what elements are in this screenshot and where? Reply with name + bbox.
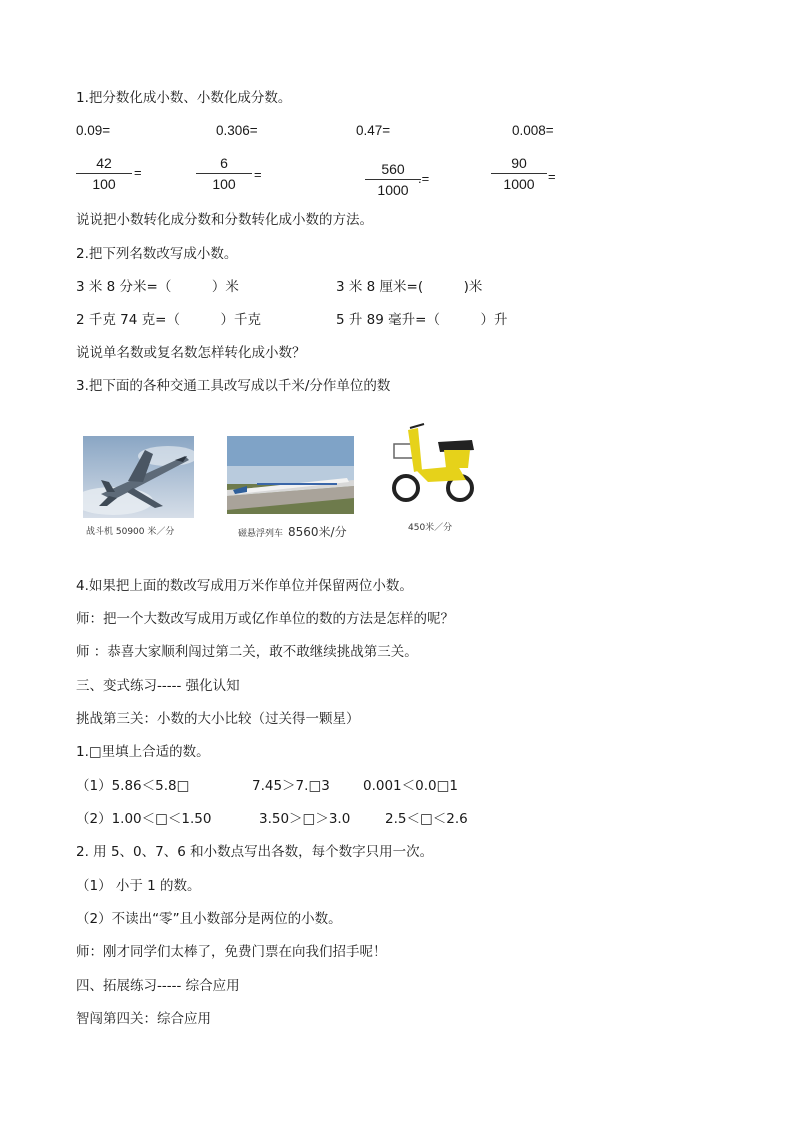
decimal-item: 0.008= [512, 123, 554, 138]
teacher-line: 师：把一个大数改写成用万或亿作单位的数的方法是怎样的呢？ [76, 611, 454, 627]
problem-item: （2）不读出“零”且小数部分是两位的小数。 [76, 911, 342, 927]
equals-sign: = [548, 169, 556, 184]
fraction-bar [76, 173, 132, 174]
conversion-item: 3 米 8 厘米=( )米 [336, 279, 483, 295]
q1-title: 1.把分数化成小数、小数化成分数。 [76, 90, 292, 106]
fraction-bar [491, 173, 547, 174]
electric-scooter-image [388, 420, 480, 504]
teacher-line: 师 ：恭喜大家顺利闯过第二关，敢不敢继续挑战第三关。 [76, 644, 418, 660]
scooter-caption: 450米／分 [408, 523, 453, 533]
comparison-item: （2）1.00＜□＜1.50 [76, 811, 212, 827]
section-title: 四、拓展练习----- 综合应用 [76, 978, 240, 994]
problem-item: （1） 小于 1 的数。 [76, 878, 201, 894]
teacher-line: 师：刚才同学们太棒了，免费门票在向我们招手呢！ [76, 944, 387, 960]
comparison-item: 3.50＞□＞3.0 [259, 811, 351, 827]
fighter-jet-image [83, 436, 194, 518]
conversion-item: 5 升 89 毫升=（ ）升 [336, 312, 508, 328]
q1-discuss: 说说把小数转化成分数和分数转化成小数的方法。 [76, 212, 373, 228]
decimal-item: 0.09= [76, 123, 111, 138]
decimal-item: 0.47= [356, 123, 391, 138]
numerator: 42 [96, 155, 112, 171]
equals-sign: = [254, 167, 262, 182]
conversion-item: 2 千克 74 克=（ ）千克 [76, 312, 261, 328]
maglev-train-image [227, 436, 354, 514]
q4-title: 4.如果把上面的数改写成用万米作单位并保留两位小数。 [76, 578, 413, 594]
equals-sign: = [134, 165, 142, 180]
numerator: 560 [381, 161, 405, 177]
fraction [202, 155, 246, 192]
fraction [82, 155, 126, 192]
q2-discuss: 说说单名数或复名数怎样转化成小数？ [76, 345, 306, 361]
challenge-title: 挑战第三关：小数的大小比较（过关得一颗星） [76, 711, 360, 727]
train-caption: 磁悬浮列车 [238, 529, 284, 539]
denominator: 100 [212, 176, 236, 192]
equals-sign: .= [418, 171, 430, 186]
train-speed: 8560米/分 [288, 525, 347, 539]
fraction [497, 155, 541, 192]
problem-title: 2. 用 5、0、7、6 和小数点写出各数，每个数字只用一次。 [76, 844, 434, 860]
challenge-title: 智闯第四关：综合应用 [76, 1011, 211, 1027]
q3-title: 3.把下面的各种交通工具改写成以千米/分作单位的数 [76, 378, 391, 394]
section-title: 三、变式练习----- 强化认知 [76, 678, 240, 694]
conversion-item: 3 米 8 分米=（ ）米 [76, 279, 239, 295]
comparison-item: 0.001＜0.0□1 [363, 778, 458, 794]
denominator: 1000 [503, 176, 535, 192]
jet-caption: 战斗机 50900 米／分 [86, 527, 175, 537]
fraction-bar [365, 179, 421, 180]
comparison-item: 7.45＞7.□3 [252, 778, 330, 794]
fraction-bar [196, 173, 252, 174]
numerator: 90 [511, 155, 527, 171]
decimal-item: 0.306= [216, 123, 258, 138]
denominator: 1000 [377, 182, 409, 198]
problem-title: 1.□里填上合适的数。 [76, 744, 210, 760]
numerator: 6 [220, 155, 228, 171]
comparison-item: 2.5＜□＜2.6 [385, 811, 468, 827]
fraction [371, 161, 415, 198]
comparison-item: （1）5.86＜5.8□ [76, 778, 190, 794]
denominator: 100 [92, 176, 116, 192]
q2-title: 2.把下列名数改写成小数。 [76, 246, 238, 262]
